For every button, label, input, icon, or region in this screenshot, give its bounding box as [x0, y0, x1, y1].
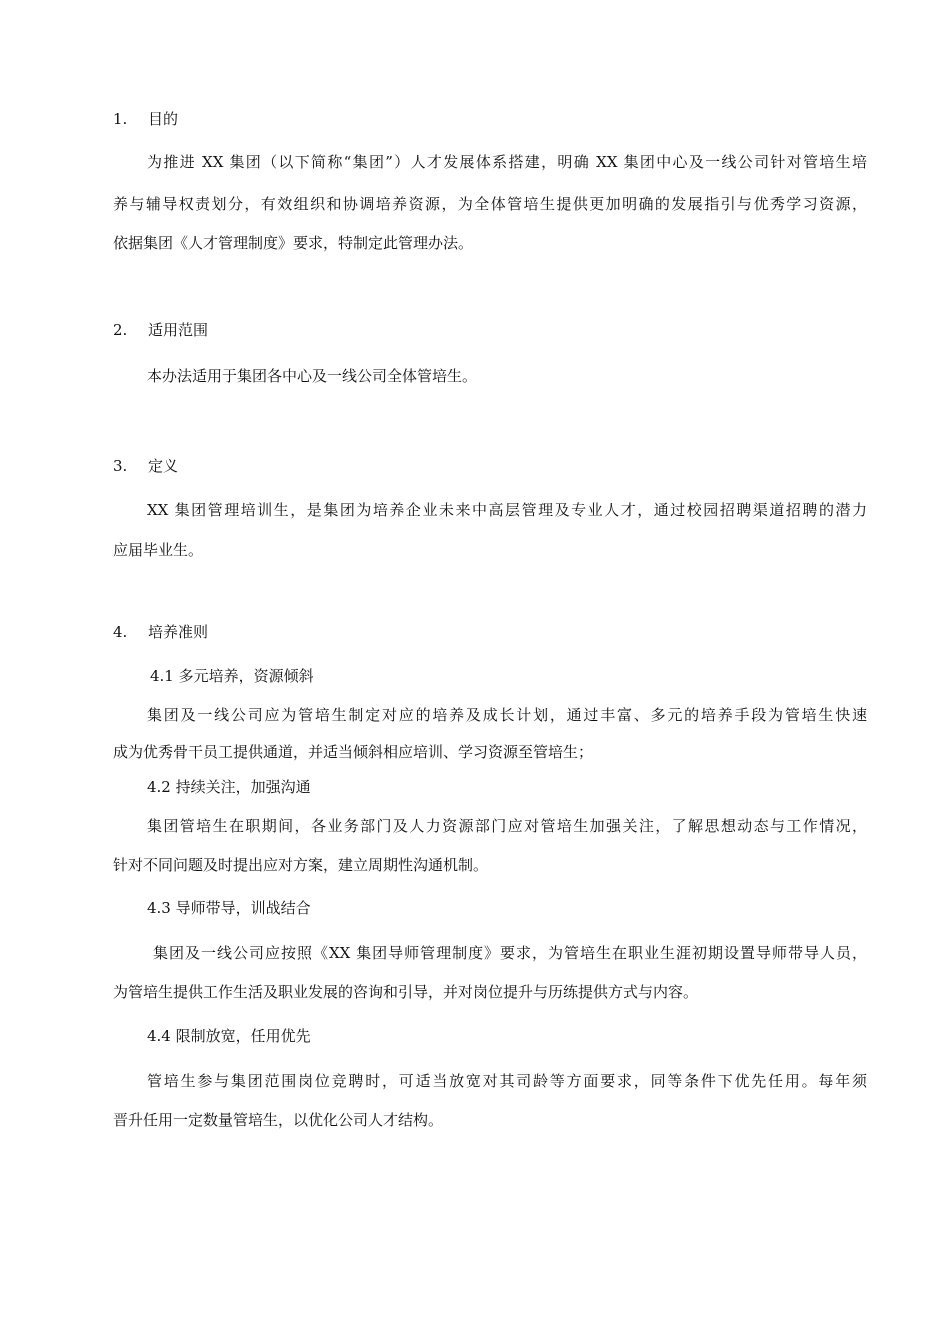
section-4-title: 培养准则 [148, 623, 209, 641]
subsection-4-1-paragraph-line-1: 集团及一线公司应为管培生制定对应的培养及成长计划，通过丰富、多元的培养手段为管培生快速 [147, 706, 867, 724]
subsection-4-3-paragraph-line-1: 集团及一线公司应按照《XX 集团导师管理制度》要求，为管培生在职业生涯初期设置导师带导人员， [153, 944, 867, 962]
section-3-paragraph-line-1: XX 集团管理培训生，是集团为培养企业未来中高层管理及专业人才，通过校园招聘渠道招聘的潜力 [147, 501, 867, 519]
section-3-number: 3. [113, 457, 128, 475]
subsection-4-2-heading: 4.2 持续关注，加强沟通 [147, 778, 311, 796]
subsection-4-2-paragraph-line-1: 集团管培生在职期间，各业务部门及人力资源部门应对管培生加强关注，了解思想动态与工作情况， [147, 817, 867, 835]
section-1-paragraph-line-3: 依据集团《人才管理制度》要求，特制定此管理办法。 [113, 234, 474, 252]
subsection-4-4-paragraph-line-2: 晋升任用一定数量管培生，以优化公司人才结构。 [113, 1111, 444, 1129]
subsection-4-4-paragraph-line-1: 管培生参与集团范围岗位竞聘时，可适当放宽对其司龄等方面要求，同等条件下优先任用。每年须 [147, 1072, 867, 1090]
subsection-4-1-heading: 4.1 多元培养，资源倾斜 [150, 667, 314, 685]
section-1-paragraph-line-1: 为推进 XX 集团（以下简称“集团”）人才发展体系搭建，明确 XX 集团中心及一线公司针对管培生培 [147, 153, 867, 171]
subsection-4-4-heading: 4.4 限制放宽，任用优先 [147, 1027, 311, 1045]
section-1-title: 目的 [148, 110, 179, 128]
subsection-4-1-paragraph-line-2: 成为优秀骨干员工提供通道，并适当倾斜相应培训、学习资源至管培生； [113, 743, 594, 761]
section-2-number: 2. [113, 321, 128, 339]
subsection-4-2-paragraph-line-2: 针对不同问题及时提出应对方案，建立周期性沟通机制。 [113, 856, 489, 874]
section-3-paragraph-line-2: 应届毕业生。 [113, 541, 204, 559]
section-4-number: 4. [113, 623, 128, 641]
section-1-number: 1. [113, 110, 128, 128]
section-2-paragraph-line-1: 本办法适用于集团各中心及一线公司全体管培生。 [147, 367, 478, 385]
section-3-title: 定义 [148, 457, 179, 475]
subsection-4-3-heading: 4.3 导师带导，训战结合 [147, 899, 311, 917]
subsection-4-3-paragraph-line-2: 为管培生提供工作生活及职业发展的咨询和引导，并对岗位提升与历练提供方式与内容。 [113, 983, 699, 1001]
section-2-title: 适用范围 [148, 321, 209, 339]
section-1-paragraph-line-2: 养与辅导权责划分，有效组织和协调培养资源，为全体管培生提供更加明确的发展指引与优秀学习资源， [113, 195, 867, 213]
